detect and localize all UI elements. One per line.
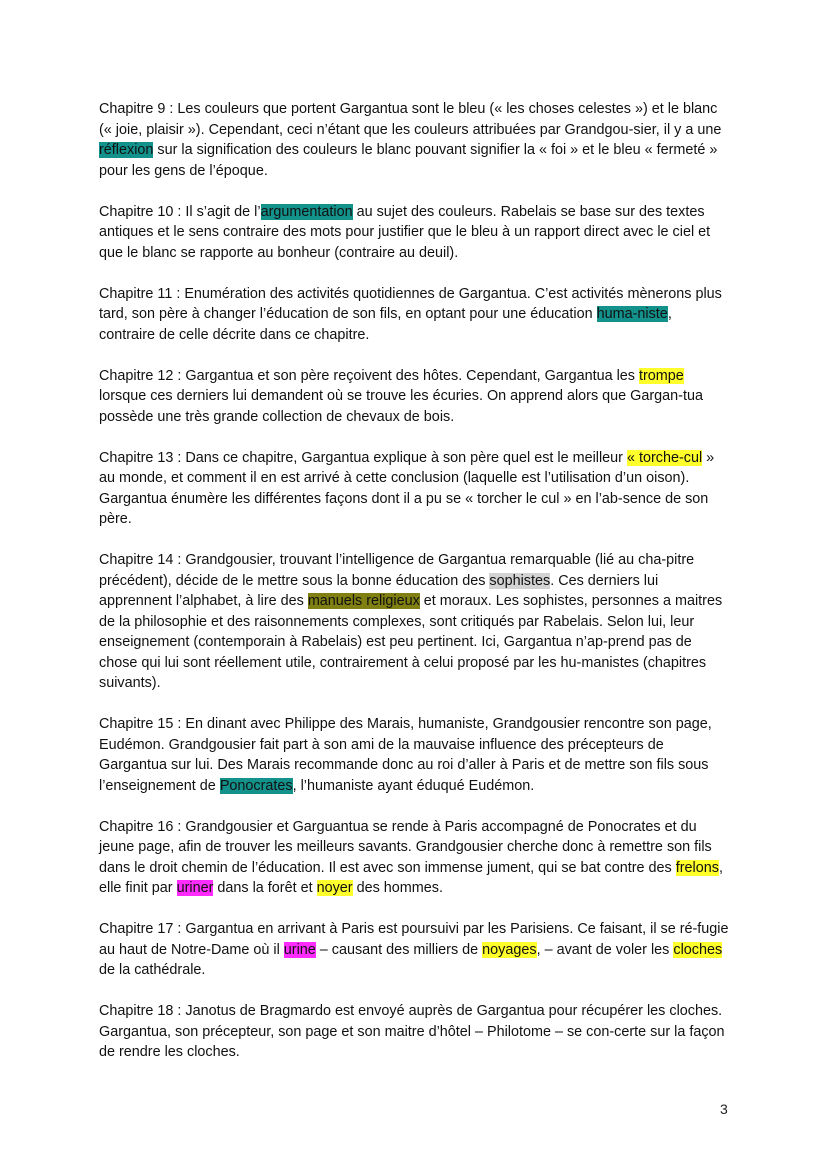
text-segment: , contraire de celle décrite dans ce chapitre. <box>99 306 672 343</box>
text-segment: dans la forêt et <box>213 880 317 896</box>
highlight-teal: réflexion <box>99 142 154 158</box>
paragraph-chapitre-11 <box>99 284 729 346</box>
text-segment: Chapitre 10 : Il s’agit de l’ <box>99 203 261 220</box>
paragraph-chapitre-13 <box>99 448 729 530</box>
text-segment: de la cathédrale. <box>99 962 206 978</box>
paragraph-chapitre-9 <box>99 99 729 181</box>
paragraph-chapitre-15 <box>99 714 729 796</box>
paragraph-chapitre-18 <box>99 1001 729 1063</box>
text-segment: et moraux. Les sophistes, personnes a maitres de la philosophie et des raisonnements complexes, sont critiqués par Rabelais. Selon lui, leur enseignement (contemporain à Rabelais) est peu pertinent. Ici, Gargantua n’ap-prend pas de chose qui lui sont réellement utile, contrairement à celui proposé par les hu-manistes (chapitres suivants). <box>99 593 723 691</box>
paragraph-chapitre-17 <box>99 919 729 981</box>
highlight-teal: Ponocrates <box>219 777 293 794</box>
text-segment: » au monde, et comment il en est arrivé à cette conclusion (laquelle est l’utilisation d’un oison). Gargantua énumère les différentes façons dont il a pu se « torcher le cul » en l’ab-sence de son père. <box>99 449 715 527</box>
highlight-gray: sophistes <box>489 572 551 589</box>
text-segment: – causant des milliers de <box>315 941 483 958</box>
highlight-magenta: uriner <box>176 880 214 896</box>
text-segment: sur la signification des couleurs le blanc pouvant signifier la « foi » et le bleu « fermeté » pour les gens de l’époque. <box>99 142 718 179</box>
text-segment: Chapitre 15 : En dinant avec Philippe des Marais, humaniste, Grandgousier rencontre son page, Eudémon. Grandgousier fait part à son ami de la mauvaise influence des précepteurs de Gargantua sur lui. Des Marais recommande donc au roi d’aller à Paris et de mettre son fils sous l’enseignement de <box>99 716 712 794</box>
text-segment: Chapitre 16 : Grandgousier et Garguantua se rende à Paris accompagné de Ponocrates et du jeune page, afin de trouver les meilleurs savants. Grandgousier cherche donc à remettre son fils dans le droit chemin de l’éducation. Il est avec son immense jument, qui se bat contre des <box>99 818 712 876</box>
text-segment: Chapitre 18 : Janotus de Bragmardo est envoyé auprès de Gargantua pour récupérer les cloches. Gargantua, son précepteur, son page et son maitre d’hôtel – Philotome – se con-certe sur la façon de rendre les cloches. <box>99 1003 725 1060</box>
highlight-teal: argumentation <box>260 203 353 220</box>
highlight-yellow: « torche-cul <box>626 449 703 466</box>
text-segment: lorsque ces derniers lui demandent où se trouve les écuries. On apprend alors que Gargan-tua possède une très grande collection de chevaux de bois. <box>99 388 703 425</box>
highlight-yellow: frelons <box>675 859 719 876</box>
highlight-yellow: noyages <box>482 941 537 958</box>
highlight-teal: huma-niste <box>596 306 668 322</box>
text-segment: des hommes. <box>352 880 443 896</box>
highlight-yellow: trompe <box>639 367 684 384</box>
paragraph-chapitre-10 <box>99 202 729 264</box>
paragraph-chapitre-14 <box>99 550 729 694</box>
highlight-yellow: noyer <box>316 880 353 896</box>
text-segment: Chapitre 12 : Gargantua et son père reçoivent des hôtes. Cependant, Gargantua les <box>99 367 639 384</box>
page-number: 3 <box>720 1101 728 1117</box>
highlight-olive: manuels religieux <box>307 593 420 609</box>
text-segment: , elle finit par <box>99 859 723 896</box>
paragraph-chapitre-12 <box>99 366 729 428</box>
paragraph-chapitre-16 <box>99 817 729 899</box>
highlight-magenta: urine <box>283 941 316 958</box>
text-segment: Chapitre 17 : Gargantua en arrivant à Paris est poursuivi par les Parisiens. Ce faisant, il se ré-fugie au haut de Notre-Dame où il <box>99 921 729 958</box>
text-segment: Chapitre 11 : Enumération des activités quotidiennes de Gargantua. C’est activités mènerons plus tard, son père à changer l’éducation de son fils, en optant pour une éducation <box>99 285 722 322</box>
text-segment: . Ces derniers lui apprennent l’alphabet, à lire des <box>99 572 659 609</box>
document-body <box>99 99 729 1083</box>
text-segment: Chapitre 9 : Les couleurs que portent Gargantua sont le bleu (« les choses celestes ») et le blanc (« joie, plaisir »). Cependant, ceci n’étant que les couleurs attribuées par Grandgou-sier, il y a une <box>99 101 722 138</box>
text-segment: , l’humaniste ayant éduqué Eudémon. <box>292 777 535 794</box>
highlight-yellow: cloches <box>673 941 723 958</box>
text-segment: Chapitre 14 : Grandgousier, trouvant l’intelligence de Gargantua remarquable (lié au cha-pitre précédent), décide de le mettre sous la bonne éducation des <box>99 552 695 589</box>
text-segment: , – avant de voler les <box>536 941 674 958</box>
text-segment: Chapitre 13 : Dans ce chapitre, Gargantua explique à son père quel est le meilleur <box>99 449 627 466</box>
text-segment: au sujet des couleurs. Rabelais se base sur des textes antiques et le sens contraire des mots pour justifier que le bleu à un rapport direct avec le ciel et que le blanc se rapporte au bonheur (contraire au deuil). <box>99 203 711 261</box>
